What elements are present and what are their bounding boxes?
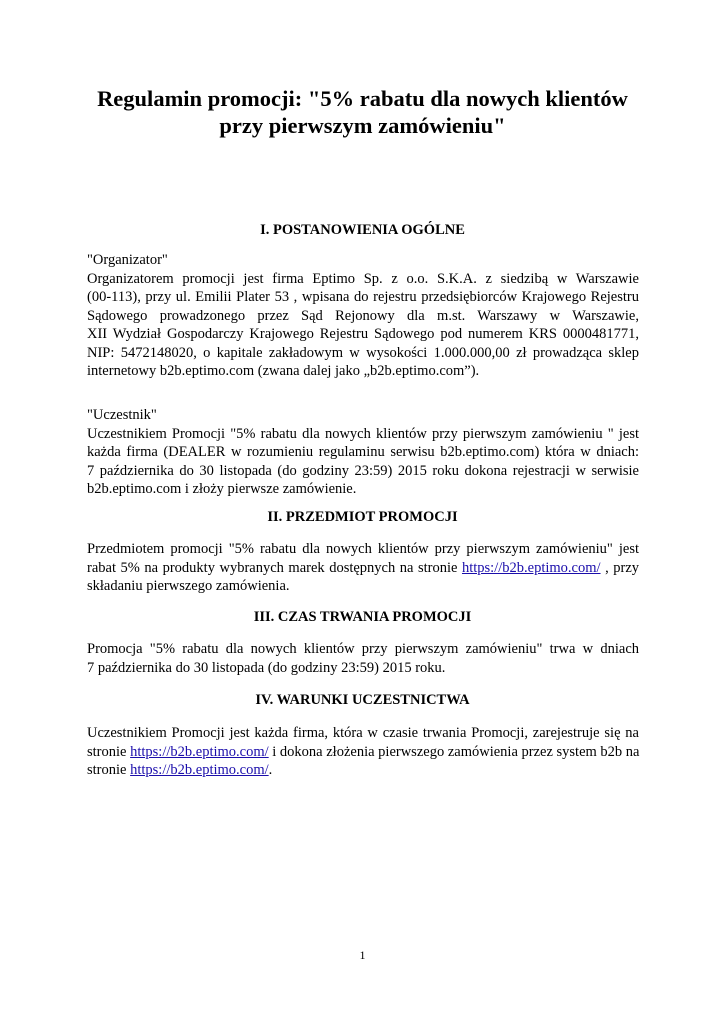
participant-paragraph: [87, 406, 639, 499]
paragraph-line: Uczestnikiem Promocji jest każda firma, która w czasie trwania Promocji, zarejestruje się na: [87, 725, 639, 741]
paragraph-line: każda firma (DEALER w rozumieniu regulaminu serwisu b2b.eptimo.com) która w dniach:: [87, 444, 639, 460]
paragraph-line: [87, 559, 639, 578]
paragraph-line: Sądowego prowadzonego przez Sąd Rejonowy dla m.st. Warszawy w Warszawie,: [87, 307, 639, 324]
duration-paragraph: [87, 640, 639, 677]
text-span: , przy: [600, 559, 639, 576]
text-span: i dokona złożenia pierwszego zamówienia przez system b2b na: [268, 743, 640, 760]
paragraph-line: Uczestnikiem Promocji "5% rabatu dla nowych klientów przy pierwszym zamówieniu " jest: [87, 425, 639, 442]
section-heading-conditions: IV. WARUNKI UCZESTNICTWA: [255, 692, 470, 708]
page-number: 1: [359, 948, 366, 962]
paragraph-line: 7 października do 30 listopada (do godziny 23:59) 2015 roku dokona rejestracji w serwisie: [87, 462, 639, 479]
paragraph-line: b2b.eptimo.com i złoży pierwsze zamówienie.: [87, 481, 357, 497]
paragraph-line: NIP: 5472148020, o kapitale zakładowym w wysokości 1.000.000,00 zł prowadząca sklep: [87, 344, 639, 361]
paragraph-line: Przedmiotem promocji "5% rabatu dla nowych klientów przy pierwszym zamówieniu" jest: [87, 541, 639, 557]
section-heading-duration: III. CZAS TRWANIA PROMOCJI: [253, 609, 472, 625]
paragraph-line: (00-113), przy ul. Emilii Plater 53 , wpisana do rejestru przedsiębiorców Krajowego Rejestru: [87, 289, 639, 305]
paragraph-line: 7 października do 30 listopada (do godziny 23:59) 2015 roku.: [87, 659, 446, 676]
participant-label: "Uczestnik": [87, 407, 157, 423]
title-line: przy pierwszym zamówieniu": [219, 113, 506, 138]
text-span: stronie: [87, 762, 131, 778]
paragraph-line: Organizatorem promocji jest firma Eptimo Sp. z o.o. S.K.A. z siedzibą w Warszawie: [87, 270, 639, 287]
organizer-paragraph: [87, 251, 639, 381]
conditions-paragraph: [87, 724, 639, 780]
section-heading-subject: II. PRZEDMIOT PROMOCJI: [267, 509, 458, 525]
subject-paragraph: [87, 540, 639, 596]
document-title: [60, 85, 665, 139]
paragraph-line: internetowy b2b.eptimo.com (zwana dalej jako „b2b.eptimo.com”).: [87, 363, 480, 379]
text-span: .: [268, 762, 273, 778]
paragraph-line: składaniu pierwszego zamówienia.: [87, 578, 290, 594]
section-heading-general-provisions: I. POSTANOWIENIA OGÓLNE: [260, 222, 465, 238]
text-span: rabat 5% na produkty wybranych marek dostępnych na stronie: [87, 559, 462, 576]
paragraph-line: [87, 761, 639, 780]
b2b-link[interactable]: https://b2b.eptimo.com/: [461, 559, 601, 576]
title-line: Regulamin promocji: "5% rabatu dla nowych klientów: [97, 86, 628, 111]
b2b-link[interactable]: https://b2b.eptimo.com/: [130, 743, 269, 760]
organizer-label: "Organizator": [87, 252, 168, 268]
paragraph-line: [87, 743, 639, 762]
paragraph-line: XII Wydział Gospodarczy Krajowego Rejestru Sądowego pod numerem KRS 0000481771,: [87, 326, 639, 342]
b2b-link[interactable]: https://b2b.eptimo.com/: [130, 762, 269, 778]
text-span: stronie: [87, 743, 131, 760]
paragraph-line: Promocja "5% rabatu dla nowych klientów przy pierwszym zamówieniu" trwa w dniach: [87, 641, 639, 657]
